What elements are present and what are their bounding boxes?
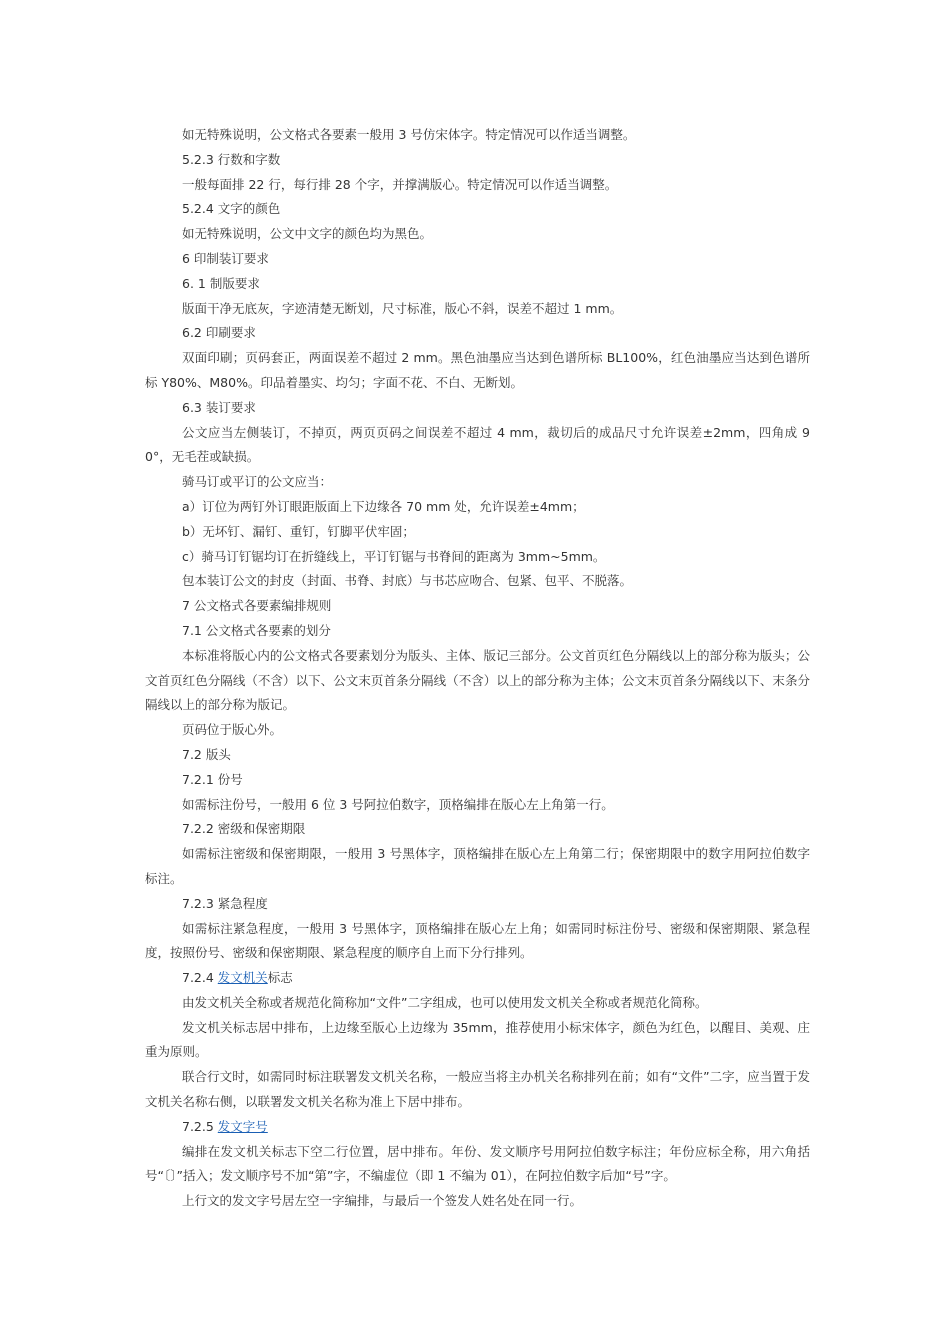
section-heading-7-2-4 [145, 966, 810, 991]
paragraph: 版面干净无底灰，字迹清楚无断划，尺寸标准，版心不斜，误差不超过 1 mm。 [182, 300, 623, 316]
document-number-link[interactable]: 发文字号 [217, 1118, 268, 1134]
list-item: c）骑马订钉锯均订在折缝线上，平订钉锯与书脊间的距离为 3mm~5mm。 [182, 548, 606, 564]
paragraph: 一般每面排 22 行，每行排 28 个字，并撑满版心。特定情况可以作适当调整。 [182, 176, 618, 192]
paragraph: 双面印刷；页码套正，两面误差不超过 2 mm。黑色油墨应当达到色谱所标 BL100%，红色油墨应当达到色谱所标 Y80%、M80%。印品着墨实、均匀；字面不花、不白、无断划。 [145, 350, 810, 390]
paragraph: 包本装订公文的封皮（封面、书脊、封底）与书芯应吻合、包紧、包平、不脱落。 [182, 573, 633, 589]
paragraph: 如无特殊说明，公文中文字的颜色均为黑色。 [182, 226, 433, 242]
paragraph: 如需标注密级和保密期限，一般用 3 号黑体字，顶格编排在版心左上角第二行；保密期限中的数字用阿拉伯数字标注。 [145, 846, 810, 886]
paragraph: 由发文机关全称或者规范化简称加“文件”二字组成，也可以使用发文机关全称或者规范化简称。 [182, 994, 708, 1010]
list-item: a）订位为两钉外订眼距版面上下边缘各 70 mm 处，允许误差±4mm； [182, 498, 585, 514]
paragraph: 骑马订或平订的公文应当： [182, 474, 333, 490]
paragraph: 如需标注紧急程度，一般用 3 号黑体字，顶格编排在版心左上角；如需同时标注份号、密级和保密期限、紧急程度，按照份号、密级和保密期限、紧急程度的顺序自上而下分行排列。 [145, 920, 810, 961]
section-heading: 7 公文格式各要素编排规则 [182, 598, 332, 614]
paragraph: 页码位于版心外。 [182, 722, 283, 738]
paragraph: 发文机关标志居中排布，上边缘至版心上边缘为 35mm，推荐使用小标宋体字，颜色为红色，以醒目、美观、庄重为原则。 [145, 1019, 810, 1060]
section-heading: 6 印制装订要求 [182, 250, 269, 266]
issuing-authority-link[interactable]: 发文机关 [217, 970, 268, 986]
section-heading: 7.2.2 密级和保密期限 [182, 821, 306, 837]
paragraph: 如需标注份号，一般用 6 位 3 号阿拉伯数字，顶格编排在版心左上角第一行。 [182, 796, 614, 812]
section-heading: 7.2 版头 [182, 746, 231, 762]
heading-number: 7.2.4 [182, 970, 218, 986]
paragraph: 如无特殊说明，公文格式各要素一般用 3 号仿宋体字。特定情况可以作适当调整。 [182, 127, 636, 142]
section-heading: 5.2.4 文字的颜色 [182, 201, 281, 217]
list-item: b）无坏钉、漏钉、重钉，钉脚平伏牢固； [182, 523, 415, 539]
document-body [145, 123, 810, 1214]
paragraph: 联合行文时，如需同时标注联署发文机关名称，一般应当将主办机关名称排列在前；如有“文件”二字，应当置于发文机关名称右侧，以联署发文机关名称为准上下居中排布。 [145, 1069, 810, 1110]
heading-number: 7.2.5 [182, 1118, 218, 1134]
paragraph: 公文应当左侧装订，不掉页，两页页码之间误差不超过 4 mm，裁切后的成品尺寸允许误差±2mm，四角成 90°，无毛茬或缺损。 [145, 424, 810, 465]
section-heading: 7.2.1 份号 [182, 771, 243, 787]
heading-rest: 标志 [267, 970, 293, 986]
section-heading: 7.2.3 紧急程度 [182, 895, 268, 911]
section-heading: 7.1 公文格式各要素的划分 [182, 622, 331, 638]
section-heading-7-2-5 [145, 1115, 810, 1140]
section-heading: 6.3 装订要求 [182, 399, 256, 415]
section-heading: 6. 1 制版要求 [182, 275, 260, 291]
paragraph: 本标准将版心内的公文格式各要素划分为版头、主体、版记三部分。公文首页红色分隔线以上的部分称为版头；公文首页红色分隔线（不含）以下、公文末页首条分隔线（不含）以上的部分称为主体；公文末页首条分隔线以下、末条分隔线以上的部分称为版记。 [145, 647, 810, 713]
paragraph: 编排在发文机关标志下空二行位置，居中排布。年份、发文顺序号用阿拉伯数字标注；年份应标全称，用六角括号“〔〕”括入；发文顺序号不加“第”字，不编虚位（即 1 不编为 01），在阿拉伯数字后加“号”字。 [145, 1143, 810, 1184]
section-heading: 5.2.3 行数和字数 [182, 151, 281, 167]
paragraph: 上行文的发文字号居左空一字编排，与最后一个签发人姓名处在同一行。 [182, 1193, 583, 1209]
section-heading: 6.2 印刷要求 [182, 325, 256, 341]
